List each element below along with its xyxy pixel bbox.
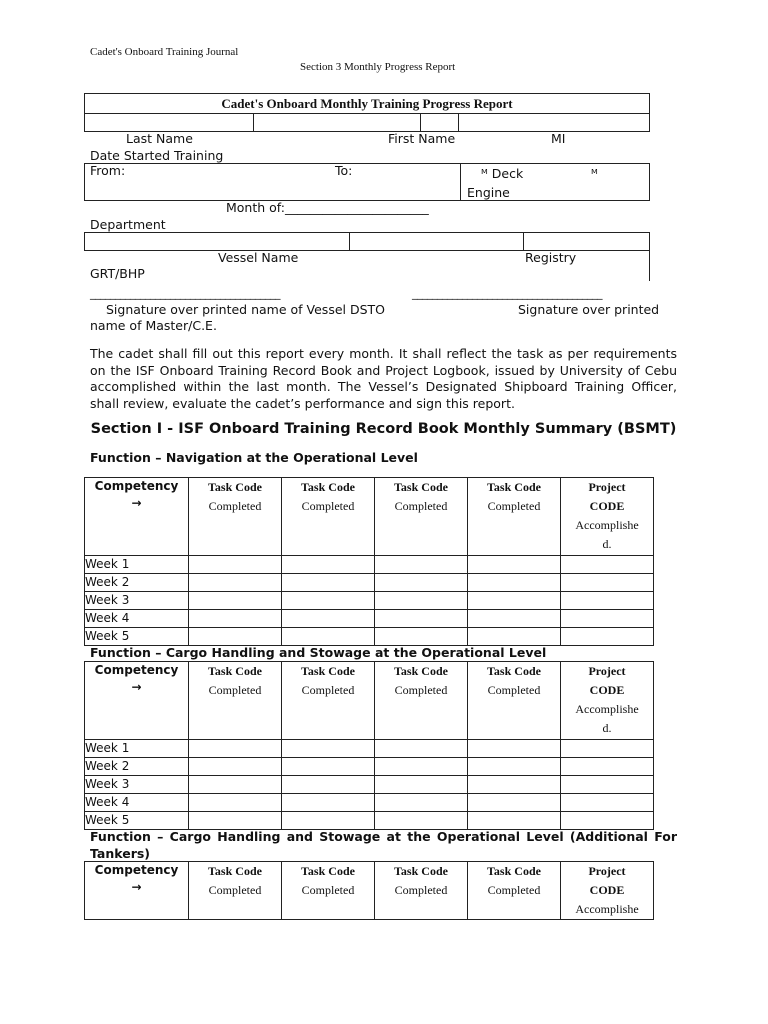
task-cell[interactable] xyxy=(375,794,468,812)
task-cell[interactable] xyxy=(375,556,468,574)
task-cell[interactable] xyxy=(468,556,561,574)
from-to-box xyxy=(84,163,650,201)
week-row-label: Week 3 xyxy=(85,592,189,610)
vessel-name-label: Vessel Name xyxy=(218,250,299,265)
task-code-header: Task Code Completed xyxy=(468,662,561,740)
section-title: Section I - ISF Onboard Training Record Book Monthly Summary (BSMT) xyxy=(90,421,677,437)
task-code-header: Task Code Completed xyxy=(189,662,282,740)
task-cell[interactable] xyxy=(189,610,282,628)
engine-option[interactable]: Engine xyxy=(467,185,510,200)
task-cell[interactable] xyxy=(189,794,282,812)
task-code-header: Task Code Completed xyxy=(282,662,375,740)
task-cell[interactable] xyxy=(282,574,375,592)
grt-bhp-label: GRT/BHP xyxy=(90,266,145,281)
deck-option[interactable]: ᴹ Deck xyxy=(481,166,524,181)
competency-header: Competency → xyxy=(85,862,189,920)
task-code-header: Task Code Completed xyxy=(468,862,561,920)
month-of-field[interactable]: Month of:_______________________ xyxy=(226,200,429,215)
project-cell[interactable] xyxy=(561,740,654,758)
signature-dsto-label: Signature over printed name of Vessel DSTO xyxy=(106,302,386,317)
task-cell[interactable] xyxy=(282,794,375,812)
task-cell[interactable] xyxy=(282,628,375,646)
registry-label: Registry xyxy=(525,250,577,265)
task-cell[interactable] xyxy=(189,758,282,776)
task-cell[interactable] xyxy=(282,758,375,776)
task-cell[interactable] xyxy=(375,812,468,830)
project-cell[interactable] xyxy=(561,556,654,574)
task-cell[interactable] xyxy=(282,812,375,830)
form-title: Cadet's Onboard Monthly Training Progress Report xyxy=(221,96,513,111)
task-code-header: Task Code Completed xyxy=(189,862,282,920)
week-row-label: Week 3 xyxy=(85,776,189,794)
project-cell[interactable] xyxy=(561,776,654,794)
signature-master-label: Signature over printed xyxy=(518,302,660,317)
task-cell[interactable] xyxy=(468,592,561,610)
week-row-label: Week 5 xyxy=(85,812,189,830)
engine-mark[interactable]: ᴹ xyxy=(591,166,598,181)
first-name-label: First Name xyxy=(388,131,456,146)
task-code-header: Task Code Completed xyxy=(375,662,468,740)
project-cell[interactable] xyxy=(561,758,654,776)
project-cell[interactable] xyxy=(561,794,654,812)
week-row-label: Week 4 xyxy=(85,794,189,812)
project-code-header: Project CODE Accomplishe xyxy=(561,862,654,920)
task-cell[interactable] xyxy=(189,628,282,646)
function-navigation-heading: Function – Navigation at the Operational Level xyxy=(90,450,418,465)
task-cell[interactable] xyxy=(375,592,468,610)
task-cell[interactable] xyxy=(468,628,561,646)
week-row-label: Week 2 xyxy=(85,758,189,776)
project-cell[interactable] xyxy=(561,610,654,628)
cargo-table xyxy=(84,661,654,830)
task-cell[interactable] xyxy=(189,574,282,592)
cargo-tankers-table xyxy=(84,861,654,920)
instructions-paragraph: The cadet shall fill out this report every month. It shall reflect the task as per requirements on the ISF Onboard Training Record Book and Project Logbook, issued by University of Cebu accomplished within the last month. The Vessel’s Designated Shipboard Training Officer, shall review, evaluate the cadet’s performance and sign this report. xyxy=(90,346,677,411)
project-cell[interactable] xyxy=(561,628,654,646)
function-cargo-tankers-heading-2: Tankers) xyxy=(90,846,151,861)
task-cell[interactable] xyxy=(189,740,282,758)
signature-master-label-2: name of Master/C.E. xyxy=(90,318,217,333)
task-cell[interactable] xyxy=(468,758,561,776)
task-cell[interactable] xyxy=(375,628,468,646)
task-cell[interactable] xyxy=(189,592,282,610)
task-cell[interactable] xyxy=(468,794,561,812)
competency-header: Competency → xyxy=(85,662,189,740)
week-row-label: Week 1 xyxy=(85,740,189,758)
journal-title: Cadet's Onboard Training Journal xyxy=(90,46,239,58)
task-cell[interactable] xyxy=(189,776,282,794)
task-cell[interactable] xyxy=(375,574,468,592)
competency-header: Competency → xyxy=(85,478,189,556)
project-cell[interactable] xyxy=(561,812,654,830)
mi-label: MI xyxy=(551,131,566,146)
task-cell[interactable] xyxy=(375,776,468,794)
navigation-table xyxy=(84,477,654,646)
department-label: Department xyxy=(90,217,166,232)
project-code-header: Project CODE Accomplishe d. xyxy=(561,478,654,556)
task-cell[interactable] xyxy=(468,610,561,628)
to-label: To: xyxy=(335,163,353,178)
function-cargo-tankers-heading: Function – Cargo Handling and Stowage at the Operational Level (Additional For xyxy=(90,829,677,844)
task-code-header: Task Code Completed xyxy=(282,862,375,920)
task-cell[interactable] xyxy=(189,556,282,574)
week-row-label: Week 1 xyxy=(85,556,189,574)
signature-line-dsto: ______________________________________ xyxy=(90,287,280,300)
task-cell[interactable] xyxy=(189,812,282,830)
task-code-header: Task Code Completed xyxy=(282,478,375,556)
week-row-label: Week 2 xyxy=(85,574,189,592)
project-cell[interactable] xyxy=(561,592,654,610)
section-subtitle: Section 3 Monthly Progress Report xyxy=(300,61,456,73)
task-code-header: Task Code Completed xyxy=(468,478,561,556)
task-cell[interactable] xyxy=(282,556,375,574)
task-cell[interactable] xyxy=(282,610,375,628)
from-label: From: xyxy=(90,163,126,178)
task-cell[interactable] xyxy=(375,758,468,776)
task-cell[interactable] xyxy=(468,812,561,830)
task-cell[interactable] xyxy=(468,574,561,592)
task-code-header: Task Code Completed xyxy=(375,478,468,556)
task-cell[interactable] xyxy=(282,776,375,794)
last-name-label: Last Name xyxy=(126,131,193,146)
task-cell[interactable] xyxy=(375,740,468,758)
week-row-label: Week 5 xyxy=(85,628,189,646)
task-code-header: Task Code Completed xyxy=(375,862,468,920)
task-cell[interactable] xyxy=(282,592,375,610)
signature-line-master: ______________________________________ xyxy=(412,287,602,300)
date-started-label: Date Started Training xyxy=(90,148,224,163)
vessel-box xyxy=(84,232,650,251)
function-cargo-heading: Function – Cargo Handling and Stowage at the Operational Level xyxy=(90,645,547,660)
project-code-header: Project CODE Accomplishe d. xyxy=(561,662,654,740)
task-code-header: Task Code Completed xyxy=(189,478,282,556)
task-cell[interactable] xyxy=(468,740,561,758)
project-cell[interactable] xyxy=(561,574,654,592)
task-cell[interactable] xyxy=(468,776,561,794)
task-cell[interactable] xyxy=(282,740,375,758)
task-cell[interactable] xyxy=(375,610,468,628)
week-row-label: Week 4 xyxy=(85,610,189,628)
